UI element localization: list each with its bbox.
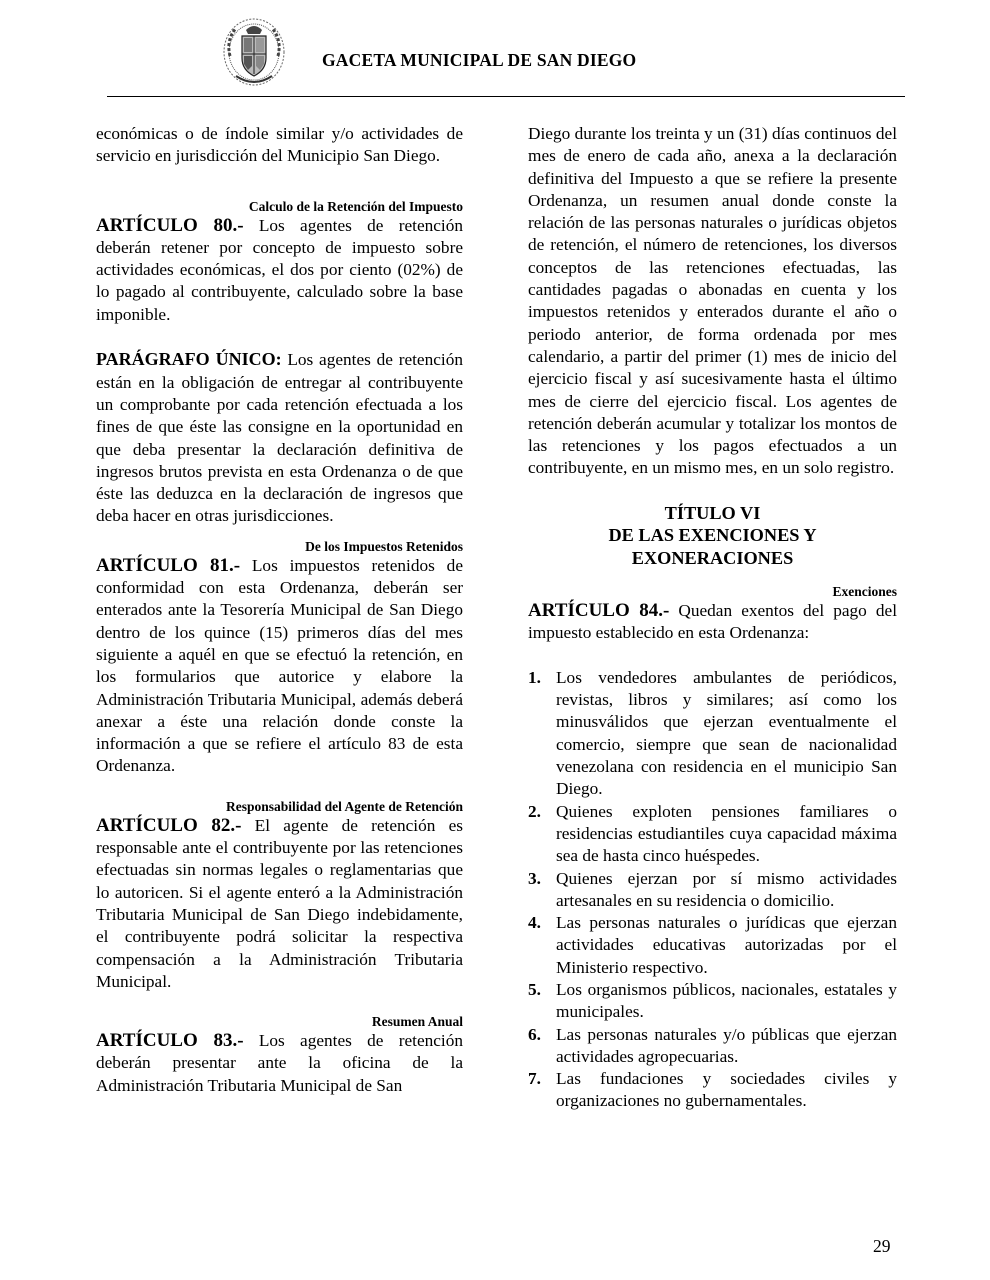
list-item-number: 3. bbox=[528, 868, 541, 888]
article-81-label: ARTÍCULO 81.- bbox=[96, 554, 241, 576]
list-item-number: 6. bbox=[528, 1024, 541, 1044]
article-83-body bbox=[96, 1030, 463, 1097]
article-84-body bbox=[528, 600, 897, 645]
article-83-label: ARTÍCULO 83.- bbox=[96, 1030, 244, 1052]
paragrafo-unico-body bbox=[96, 348, 463, 527]
page-number: 29 bbox=[873, 1236, 891, 1256]
article-84-text: Quedan exentos del pago del impuesto establecido en esta Ordenanza: bbox=[528, 600, 897, 643]
article-82-label: ARTÍCULO 82.- bbox=[96, 814, 242, 836]
article-81-body bbox=[96, 555, 463, 778]
title-vi-line2: DE LAS EXENCIONES Y bbox=[608, 525, 817, 546]
article-82-heading: Responsabilidad del Agente de Retención bbox=[225, 798, 463, 814]
list-item bbox=[528, 667, 897, 801]
list-item-number: 5. bbox=[528, 979, 541, 999]
header-divider bbox=[107, 96, 905, 97]
list-item bbox=[528, 801, 897, 868]
list-item-text: Los organismos públicos, nacionales, estatales y municipales. bbox=[556, 979, 897, 1022]
list-item-number: 4. bbox=[528, 913, 541, 933]
article-82-body bbox=[96, 815, 463, 993]
article-80-body bbox=[96, 215, 463, 326]
list-item-text: Las personas naturales o jurídicas que ejerzan actividades educativas autorizadas por el Ministerio respectivo. bbox=[556, 913, 897, 977]
title-vi-line1: TÍTULO VI bbox=[664, 503, 761, 524]
intro-paragraph: económicas o de índole similar y/o actividades de servicio en jurisdicción del Municipio San Diego. bbox=[96, 124, 463, 166]
list-item-number: 7. bbox=[528, 1069, 541, 1089]
list-item-number: 2. bbox=[528, 801, 541, 821]
list-item-text: Las personas naturales y/o públicas que ejerzan actividades agropecuarias. bbox=[556, 1024, 897, 1066]
article-83-text: Los agentes de retención deberán presentar ante la oficina de la Administración Tributaria Municipal de San bbox=[96, 1031, 464, 1095]
article-83-heading: Resumen Anual bbox=[371, 1014, 463, 1030]
list-item-text: Las fundaciones y sociedades civiles y organizaciones no gubernamentales. bbox=[556, 1069, 897, 1111]
list-item bbox=[528, 979, 897, 1024]
article-80-text: Los agentes de retención deberán retener por concepto de impuesto sobre actividades económicas, el dos por ciento (02%) de lo pagado al contribuyente, calculado sobre la base imponible. bbox=[96, 215, 464, 324]
article-84-label: ARTÍCULO 84.- bbox=[528, 599, 670, 621]
list-item bbox=[528, 868, 897, 913]
right-column bbox=[528, 123, 897, 1113]
article-83-continued: Diego durante los treinta y un (31) días continuos del mes de enero de cada año, anexa a la declaración definitiva del Impuesto a que se refiere la presente Ordenanza, un resumen anual donde conste la relación de las personas naturales o jurídicas objetos de retención, el número de retenciones, los diversos conceptos de las retenciones efectuadas, las cantidades pagadas o abonadas en cuenta y los impuestos retenidos y enterados durante el año o periodo anterior, de forma ordenada por mes calendario, a partir del primer (1) mes de inicio del ejercicio fiscal y así sucesivamente hasta el último mes de cierre del ejercicio fiscal. Los agentes de retención deberán acumular y totalizar los montos de las retenciones y los pagos efectuados a un contribuyente, en un mismo mes, en un solo registro. bbox=[528, 124, 897, 478]
article-81-heading: De los Impuestos Retenidos bbox=[305, 538, 463, 554]
list-item-number: 1. bbox=[528, 667, 541, 687]
list-item-text: Quienes exploten pensiones familiares o residencias estudiantiles cuya capacidad máxima sea de hasta cinco huéspedes. bbox=[556, 801, 897, 866]
article-82-text: El agente de retención es responsable ante el contribuyente por las retenciones efectuadas sin normas legales o reglamentarias que lo autoricen. Si el agente enteró a la Administración Tributaria Municipal de San Diego indebidamente, el contribuyente podrá solicitar la respectiva compensación a la Administración Tributaria Municipal. bbox=[96, 815, 463, 991]
title-vi bbox=[528, 502, 897, 569]
paragrafo-unico-label: PARÁGRAFO ÚNICO: bbox=[96, 349, 282, 370]
paragrafo-unico-text: Los agentes de retención están en la obligación de entregar al contribuyente un comprobante por cada retención efectuada a los fines de que éste las consigne en la oportunidad en que deba presentar la declaración definitiva de ingresos brutos prevista en esta Ordenanza o de que éste las deduzca en la declaración de ingresos que deba hacer en otras jurisdicciones. bbox=[96, 350, 463, 526]
gazette-title: GACETA MUNICIPAL DE SAN DIEGO bbox=[322, 50, 637, 70]
list-item bbox=[528, 912, 897, 979]
list-item bbox=[528, 1068, 897, 1113]
left-column bbox=[96, 123, 463, 1097]
exemptions-list bbox=[528, 667, 897, 1113]
title-vi-line3: EXONERACIONES bbox=[631, 547, 794, 568]
list-item bbox=[528, 1024, 897, 1069]
article-84-heading: Exenciones bbox=[832, 583, 897, 599]
article-80-heading: Calculo de la Retención del Impuesto bbox=[248, 198, 463, 214]
article-81-text: Los impuestos retenidos de conformidad con esta Ordenanza, deberán ser enterados ante la Tesorería Municipal de San Diego dentro de los quince (15) primeros días del mes siguiente a aquél en que se efectuó la retención, en los formularios que autorice y elabore la Administración Tributaria Municipal, además deberá anexar a éste una relación donde conste la información a que se refiere el artículo 83 de esta Ordenanza. bbox=[96, 555, 463, 776]
list-item-text: Quienes ejerzan por sí mismo actividades artesanales en su residencia o domicilio. bbox=[556, 868, 897, 910]
article-80-label: ARTÍCULO 80.- bbox=[96, 214, 244, 236]
list-item-text: Los vendedores ambulantes de periódicos, revistas, libros y similares; así como los minusválidos que ejerzan eventualmente el comercio, siempre que sean de nacionalidad venezolana con residencia en el municipio San Diego. bbox=[556, 667, 897, 799]
coat-of-arms-icon bbox=[222, 16, 286, 88]
